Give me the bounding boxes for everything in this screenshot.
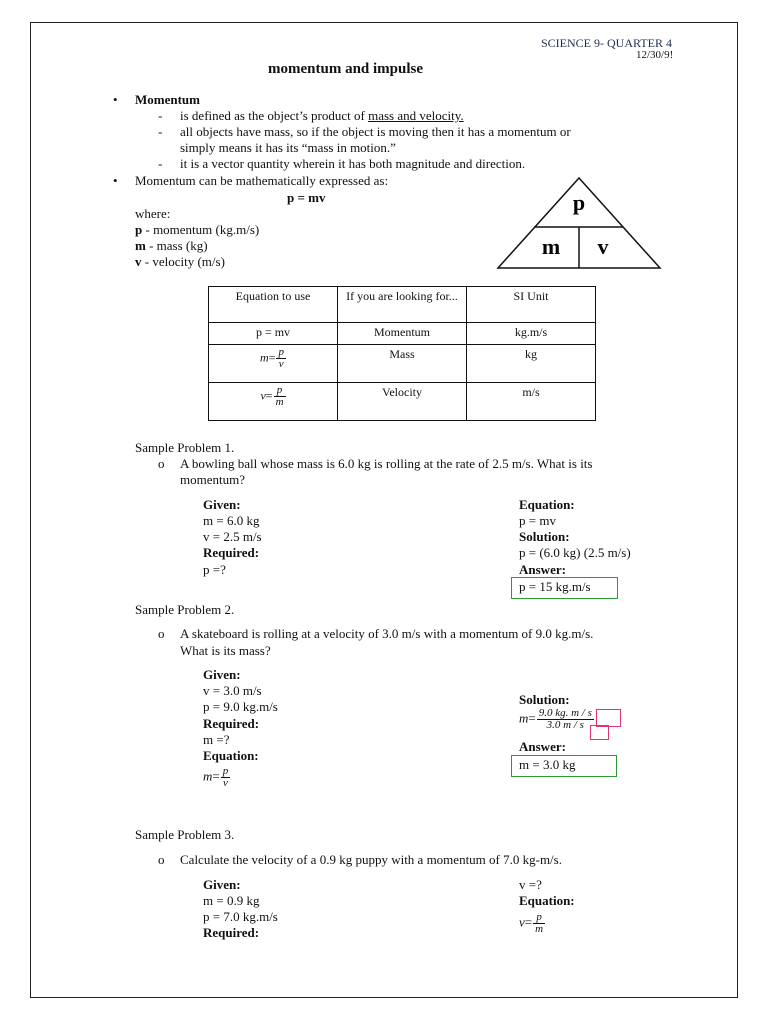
momentum-triangle (496, 176, 662, 272)
p1-equation-label: Equation: (519, 497, 575, 512)
momentum-heading: Momentum (135, 92, 200, 107)
v-symbol: v (135, 254, 142, 269)
m-symbol: m (135, 238, 146, 253)
v-desc: - velocity (m/s) (141, 254, 225, 269)
p1-required-label: Required: (203, 545, 260, 560)
p3-given-label: Given: (203, 877, 241, 892)
p3-required-label: Required: (203, 925, 260, 940)
problem2-title: Sample Problem 2. (135, 602, 235, 617)
header-equation: Equation to use (209, 287, 338, 323)
eq-num: p (533, 912, 545, 924)
triangle-v: v (597, 234, 609, 259)
cancel-box-denominator (590, 725, 609, 740)
cell-unit: m/s (467, 383, 596, 421)
cell-looking: Velocity (338, 383, 467, 421)
triangle-p: p (572, 190, 586, 215)
p3-equation-label: Equation: (519, 893, 575, 908)
p3-equation: v= $\frac{p}{m}$ (519, 911, 544, 935)
header-si-unit: SI Unit (467, 287, 596, 323)
p3-given-m: m = 0.9 kg (203, 893, 260, 908)
p2-required: m =? (203, 732, 230, 747)
problem1-text-2: momentum? (180, 472, 245, 487)
p2-equation-label: Equation: (203, 748, 259, 763)
cell-looking: Mass (338, 345, 467, 383)
p3-given-p: p = 7.0 kg.m/s (203, 909, 278, 924)
dash: - (158, 156, 163, 171)
eq-lhs: m (203, 768, 213, 784)
p2-solution-label: Solution: (519, 692, 570, 707)
p1-equation: p = mv (519, 513, 556, 528)
expression-intro: Momentum can be mathematically expressed as: (135, 173, 389, 188)
header-looking-for: If you are looking for... (338, 287, 467, 323)
eq-fraction (221, 766, 231, 789)
date-header: 12/30/9! (636, 49, 674, 61)
circle-bullet: o (158, 456, 165, 471)
problem3-text-1: Calculate the velocity of a 0.9 kg puppy with a momentum of 7.0 kg-m/s. (180, 852, 562, 867)
eq-fraction (276, 347, 286, 370)
p1-given-label: Given: (203, 497, 241, 512)
p2-solution: m= $\frac{9.0 kg. m / s}{3.0 m / s}$ (519, 707, 592, 731)
dash: - (158, 108, 163, 123)
p-symbol: p (135, 222, 143, 237)
table-row (209, 323, 596, 345)
problem1-text-1: A bowling ball whose mass is 6.0 kg is rolling at the rate of 2.5 m/s. What is its (180, 456, 593, 471)
dash: - (158, 124, 163, 139)
sol-fraction (537, 708, 594, 731)
p1-solution: p = (6.0 kg) (2.5 m/s) (519, 545, 631, 560)
table-header-row (209, 287, 596, 323)
problem2-text-2: What is its mass? (180, 643, 271, 658)
p1-answer: p = 15 kg.m/s (519, 579, 591, 594)
momentum-definition (180, 108, 464, 124)
p-definition (135, 222, 259, 238)
eq-lhs: v (519, 914, 525, 930)
eq-lhs: m (260, 350, 269, 365)
cell-unit: kg.m/s (467, 323, 596, 345)
m-definition (135, 238, 208, 254)
eq-den: m (275, 396, 284, 408)
p2-equation: m= $\frac{p}{v}$ (203, 765, 229, 789)
eq-den: v (278, 358, 284, 370)
momentum-bullet-3: it is a vector quantity wherein it has both magnitude and direction. (180, 156, 526, 171)
eq-fraction (274, 385, 286, 408)
cell-equation: m= $\frac{p}{v}$ (209, 345, 338, 383)
m-desc: - mass (kg) (145, 238, 208, 253)
circle-bullet: o (158, 852, 165, 867)
momentum-bullet-2a: all objects have mass, so if the object is moving then it has a momentum or (180, 124, 571, 139)
eq-num: p (274, 385, 286, 397)
problem1-title: Sample Problem 1. (135, 440, 235, 455)
definition-underlined: mass and velocity. (368, 108, 464, 123)
equation-table (208, 286, 596, 421)
bullet-dot: • (113, 173, 118, 188)
cell-looking: Momentum (338, 323, 467, 345)
table-row (209, 383, 596, 421)
sol-lhs: m (519, 710, 529, 726)
sol-num: 9.0 kg. m / s (538, 707, 592, 719)
p1-given-m: m = 6.0 kg (203, 513, 260, 528)
p1-required: p =? (203, 562, 226, 577)
eq-fraction (533, 912, 545, 935)
where-label: where: (135, 206, 171, 221)
sol-den: 3.0 m / s (546, 719, 584, 731)
definition-text: is defined as the object’s product of (180, 108, 369, 123)
cell-equation: v= $\frac{p}{m}$ (209, 383, 338, 421)
p2-given-v: v = 3.0 m/s (203, 683, 262, 698)
bullet-dot: • (113, 92, 118, 107)
eq-num: p (278, 346, 284, 358)
p1-given-v: v = 2.5 m/s (203, 529, 262, 544)
p2-required-label: Required: (203, 716, 260, 731)
momentum-bullet-2b: simply means it has its “mass in motion.” (180, 140, 396, 155)
course-header: SCIENCE 9- QUARTER 4 (541, 36, 672, 50)
p3-required: v =? (519, 877, 542, 892)
eq-lhs: v (260, 388, 266, 403)
cell-unit: kg (467, 345, 596, 383)
eq-den: m (535, 923, 544, 935)
v-definition (135, 254, 225, 270)
cell-equation: p = mv (209, 323, 338, 345)
eq-den: v (223, 777, 228, 789)
p-desc: - momentum (kg.m/s) (142, 222, 260, 237)
eq-num: p (222, 765, 229, 777)
page-title: momentum and impulse (268, 61, 424, 77)
momentum-formula: p = mv (287, 190, 326, 205)
p2-answer-label: Answer: (519, 739, 566, 754)
problem2-text-1: A skateboard is rolling at a velocity of 3.0 m/s with a momentum of 9.0 kg.m/s. (180, 626, 594, 641)
circle-bullet: o (158, 626, 165, 641)
p2-given-p: p = 9.0 kg.m/s (203, 699, 278, 714)
p1-answer-label: Answer: (519, 562, 566, 577)
problem3-title: Sample Problem 3. (135, 827, 235, 842)
table-row (209, 345, 596, 383)
triangle-m: m (541, 234, 561, 259)
p1-solution-label: Solution: (519, 529, 570, 544)
p2-answer: m = 3.0 kg (519, 757, 576, 772)
p2-given-label: Given: (203, 667, 241, 682)
